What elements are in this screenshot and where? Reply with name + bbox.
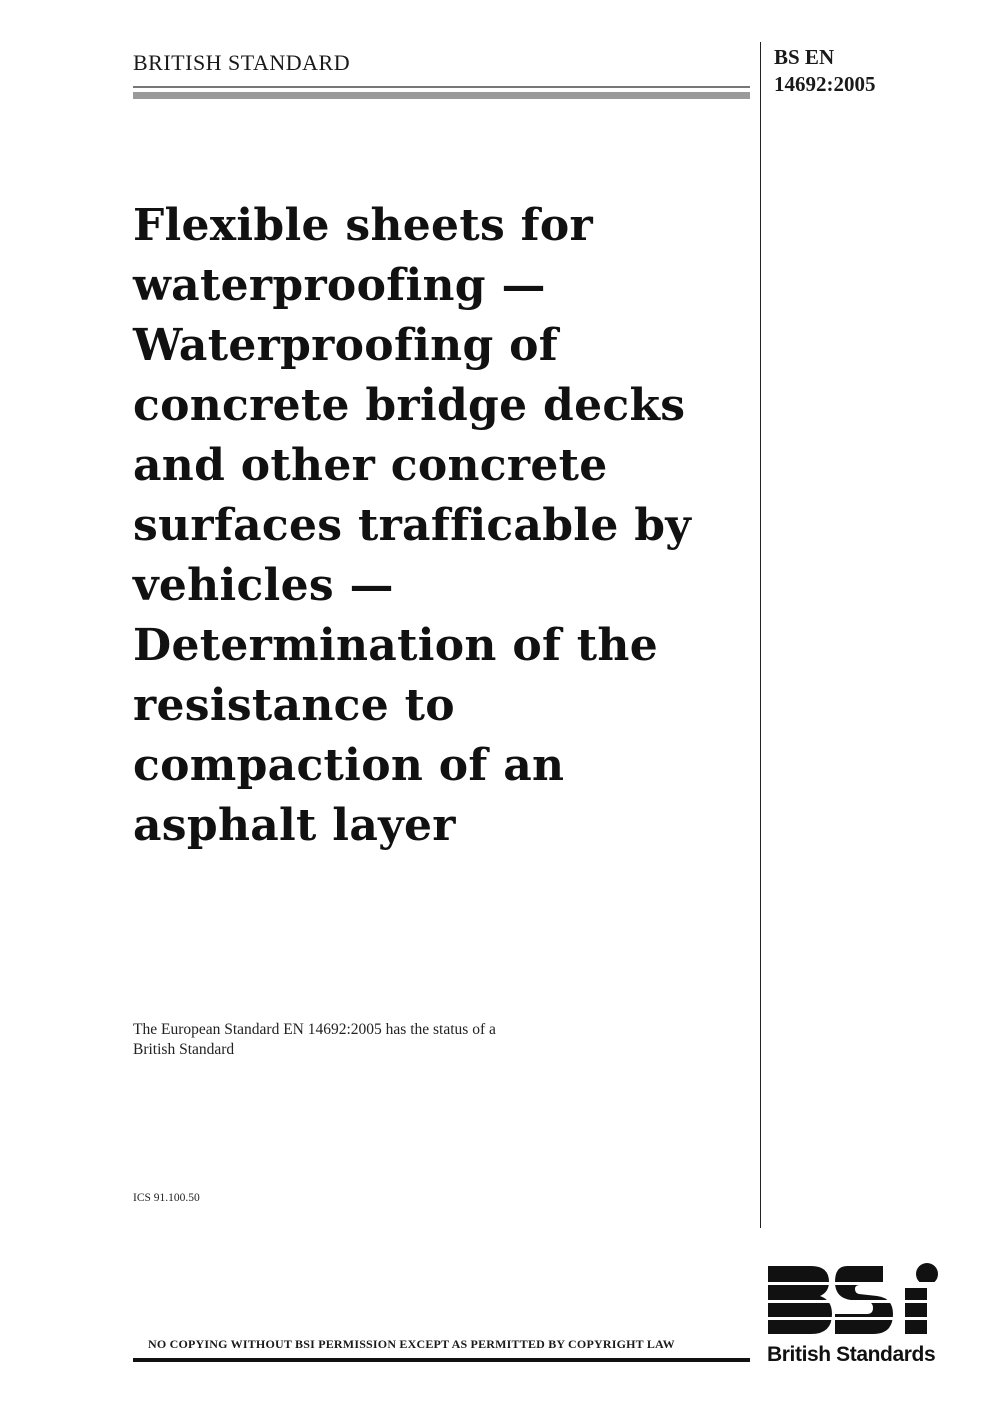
title-line: surfaces trafficable by — [133, 500, 692, 551]
title-line: vehicles — — [133, 560, 394, 611]
title-line: and other concrete — [133, 440, 608, 491]
title-line: resistance to — [133, 680, 455, 731]
header-rule-thick — [133, 92, 750, 99]
standard-number-code: 14692:2005 — [774, 72, 876, 96]
status-statement — [133, 1020, 733, 1060]
title-line: concrete bridge decks — [133, 380, 686, 431]
title-line: Determination of the — [133, 620, 659, 671]
title-line: Waterproofing of — [133, 320, 559, 371]
title-line: waterproofing — — [133, 260, 546, 311]
title-line: Flexible sheets for — [133, 200, 594, 251]
ics-code: ICS 91.100.50 — [133, 1192, 200, 1204]
footer-rule — [133, 1358, 750, 1362]
title-line: compaction of an — [133, 740, 565, 791]
document-title — [133, 196, 753, 856]
standard-number — [774, 44, 974, 98]
margin-vertical-rule — [760, 42, 761, 1228]
copyright-notice: NO COPYING WITHOUT BSI PERMISSION EXCEPT AS PERMITTED BY COPYRIGHT LAW — [148, 1337, 675, 1351]
bsi-logo-caption: British Standards — [767, 1343, 936, 1366]
status-line: The European Standard EN 14692:2005 has the status of a — [133, 1021, 496, 1038]
bsi-mark — [768, 1263, 938, 1334]
header-rule-thin — [133, 86, 750, 88]
standard-number-prefix: BS EN — [774, 45, 835, 69]
title-line: asphalt layer — [133, 800, 456, 851]
document-type-label: BRITISH STANDARD — [133, 50, 351, 75]
status-line: British Standard — [133, 1041, 235, 1058]
